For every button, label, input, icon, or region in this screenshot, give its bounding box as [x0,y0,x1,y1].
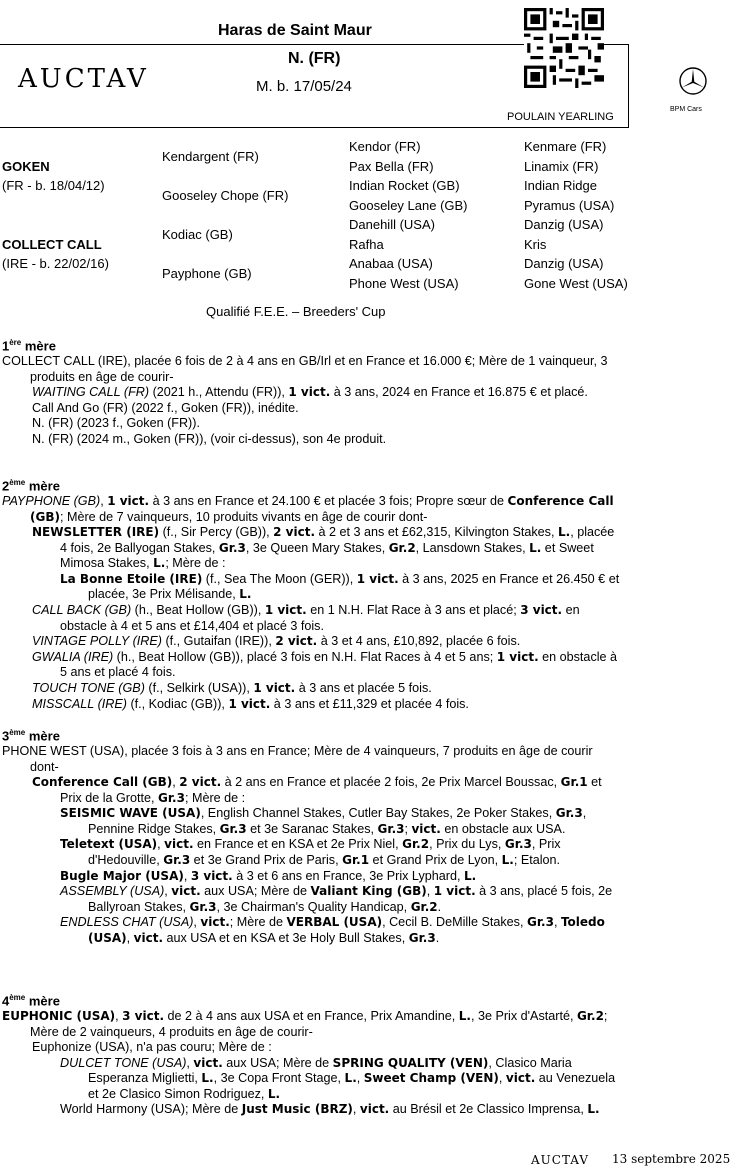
auctav-logo: AUCTAV [18,64,149,94]
ped-gen4: Pyramus (USA) [524,198,615,213]
ped-gen2: Kodiac (GB) [162,227,233,242]
ped-gen2: Payphone (GB) [162,266,252,281]
horse-details: M. b. 17/05/24 [256,78,352,95]
ped-gen3: Gooseley Lane (GB) [349,198,468,213]
sire-detail: (FR - b. 18/04/12) [2,178,105,193]
section-title: 4ème mère [2,993,60,1009]
section-title: 2ème mère [2,478,60,494]
section-first-dam: 1ère mère COLLECT CALL (IRE), placée 6 fois de 2 à 4 ans en GB/Irl et en France et 16.000 €; Mère de 1 vainqueur, 3 produits en âge de courir- WAITING CALL (FR) (2021 h., Attendu (FR)), 1 vict. à 3 ans, 2024 en France et 16.875 € et placé. Call And Go (FR) (2022 f., Goken (FR)), inédite. N. (FR) (2023 f., Goken (FR)). N. (FR) (2024 m., Goken (FR)), (voir ci-dessus), son 4e produit. [2,335,620,447]
qualification: Qualifié F.E.E. – Breeders' Cup [206,304,386,319]
ped-gen4: Gone West (USA) [524,276,628,291]
breeder-name: Haras de Saint Maur [218,22,372,39]
ped-gen3: Rafha [349,237,384,252]
ped-gen3: Kendor (FR) [349,139,421,154]
section-second-dam: 2ème mère PAYPHONE (GB), 1 vict. à 3 ans en France et 24.100 € et placée 3 fois; Propre sœur de Conference Call (GB); Mère de 7 vainqueurs, 10 produits vivants en âge de courir dont- NEWSLETTER (IRE) (f., Sir Percy (GB)), 2 vict. à 2 et 3 ans et £62,315, Kilvington Stakes, L., placée 4 fois, 2e Ballyogan Stakes, Gr.3, 3e Queen Mary Stakes, Gr.2, Lansdown Stakes, L. et Sweet Mimosa Stakes, L.; Mère de : La Bonne Etoile (IRE) (f., Sea The Moon (GER)), 1 vict. à 3 ans, 2025 en France et 26.450 € et placée, 3e Prix Mélisande, L. CALL BACK (GB) (h., Beat Hollow (GB)), 1 vict. en 1 N.H. Flat Race à 3 ans et placé; 3 vict. en obstacle à 4 et 5 ans et £14,404 et placé 3 fois. VINTAGE POLLY (IRE) (f., Gutaifan (IRE)), 2 vict. à 3 et 4 ans, £10,892, placée 6 fois. GWALIA (IRE) (h., Beat Hollow (GB)), placé 3 fois en N.H. Flat Races à 4 et 5 ans; 1 vict. en obstacle à 5 ans et placé 4 fois. TOUCH TONE (GB) (f., Selkirk (USA)), 1 vict. à 3 ans et placée 5 fois. MISSCALL (IRE) (f., Kodiac (GB)), 1 vict. à 3 ans et £11,329 et placée 4 fois. [2,475,620,712]
section-title: 3ème mère [2,728,60,744]
dam-name: COLLECT CALL [2,237,102,252]
footer-logo: AUCTAV [531,1153,590,1167]
ped-gen3: Phone West (USA) [349,276,459,291]
ped-gen2: Kendargent (FR) [162,149,259,164]
footer-date: 13 septembre 2025 [612,1152,731,1166]
horse-name: N. (FR) [288,50,341,67]
sponsor-label: BPM Cars [670,106,702,113]
section-title: 1ère mère [2,338,56,354]
ped-gen4: Danzig (USA) [524,256,604,271]
section-fourth-dam: 4ème mère EUPHONIC (USA), 3 vict. de 2 à 4 ans aux USA et en France, Prix Amandine, L., 3e Prix d'Astarté, Gr.2; Mère de 2 vainqueurs, 4 produits en âge de courir- Euphonize (USA), n'a pas couru; Mère de : DULCET TONE (USA), vict. aux USA; Mère de SPRING QUALITY (VEN), Clasico Maria Esperanza Miglietti, L., 3e Copa Front Stage, L., Sweet Champ (VEN), vict. au Venezuela et 2e Clasico Simon Rodriguez, L. World Harmony (USA); Mère de Just Music (BRZ), vict. au Brésil et 2e Classico Imprensa, L. [2,990,620,1118]
mercedes-star-icon [678,66,708,96]
ped-gen4: Kenmare (FR) [524,139,607,154]
category-label: POULAIN YEARLING [507,111,614,123]
ped-gen3: Anabaa (USA) [349,256,433,271]
sire-name: GOKEN [2,159,50,174]
ped-gen4: Danzig (USA) [524,217,604,232]
ped-gen3: Danehill (USA) [349,217,435,232]
ped-gen4: Linamix (FR) [524,159,599,174]
ped-gen4: Indian Ridge [524,178,597,193]
ped-gen4: Kris [524,237,547,252]
ped-gen2: Gooseley Chope (FR) [162,188,289,203]
ped-gen3: Indian Rocket (GB) [349,178,460,193]
qr-code-icon [524,8,604,88]
ped-gen3: Pax Bella (FR) [349,159,434,174]
section-third-dam: 3ème mère PHONE WEST (USA), placée 3 fois à 3 ans en France; Mère de 4 vainqueurs, 7 produits en âge de courir dont- Conference Call (GB), 2 vict. à 2 ans en France et placée 2 fois, 2e Prix Marcel Boussac, Gr.1 et Prix de la Grotte, Gr.3; Mère de : SEISMIC WAVE (USA), English Channel Stakes, Cutler Bay Stakes, 2e Poker Stakes, Gr.3, Pennine Ridge Stakes, Gr.3 et 3e Saranac Stakes, Gr.3; vict. en obstacle aux USA. Teletext (USA), vict. en France et en KSA et 2e Prix Niel, Gr.2, Prix du Lys, Gr.3, Prix d'Hedouville, Gr.3 et 3e Grand Prix de Paris, Gr.1 et Grand Prix de Lyon, L.; Etalon. Bugle Major (USA), 3 vict. à 3 et 6 ans en France, 3e Prix Lyphard, L. ASSEMBLY (USA), vict. aux USA; Mère de Valiant King (GB), 1 vict. à 3 ans, placé 5 fois, 2e Ballyroan Stakes, Gr.3, 3e Chairman's Quality Handicap, Gr.2. ENDLESS CHAT (USA), vict.; Mère de VERBAL (USA), Cecil B. DeMille Stakes, Gr.3, Toledo (USA), vict. aux USA et en KSA et 3e Holy Bull Stakes, Gr.3. [2,725,620,947]
dam-detail: (IRE - b. 22/02/16) [2,256,109,271]
